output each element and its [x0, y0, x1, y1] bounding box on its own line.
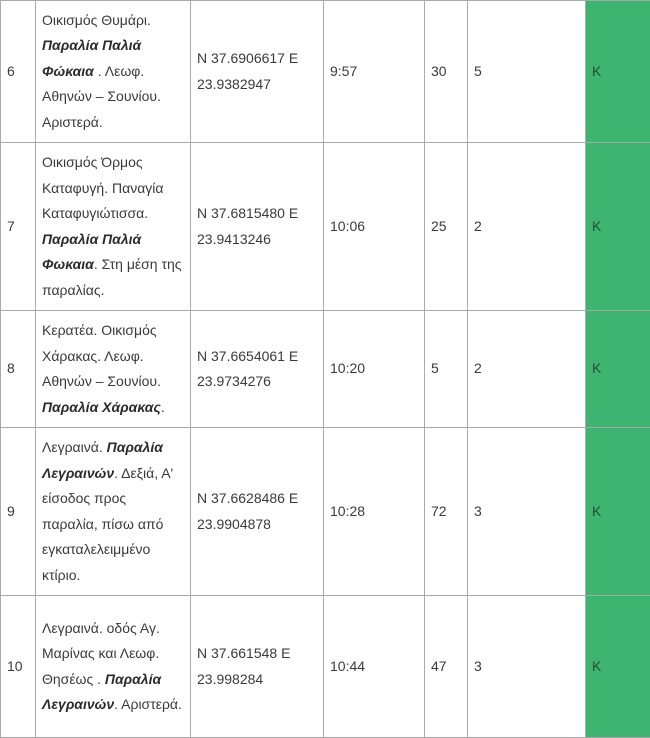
quality-code: K: [586, 596, 650, 738]
beach-name: Παραλία Λεγραινών: [42, 439, 163, 481]
quality-code: K: [586, 428, 650, 596]
row-number: 10: [1, 596, 36, 738]
beach-name: Παραλία Χάρακας: [42, 398, 161, 415]
value-a: 47: [425, 596, 468, 738]
table-body: [1, 1, 650, 738]
quality-code: K: [586, 311, 650, 428]
location-description: [36, 1, 191, 143]
sampling-time: 10:28: [324, 428, 425, 596]
table-row: [1, 143, 650, 311]
description-text: Οικισμός Όρμος Καταφυγή. Παναγία Καταφυγιώτισσα.: [42, 154, 164, 221]
row-number: 8: [1, 311, 36, 428]
description-text: Οικισμός Θυμάρι.: [42, 11, 151, 28]
quality-code: K: [586, 143, 650, 311]
value-b: 3: [468, 596, 586, 738]
table-row: [1, 311, 650, 428]
beach-name: Παραλία Παλιά Φωκαια: [42, 230, 142, 272]
value-a: 72: [425, 428, 468, 596]
value-b: 3: [468, 428, 586, 596]
beach-name: Παραλία Παλιά Φώκαια: [42, 37, 142, 79]
location-description: [36, 428, 191, 596]
description-text: Λεγραινά. οδός Αγ. Μαρίνας και Λεωφ. Θησέως .: [42, 619, 160, 687]
description-text: Λεγραινά.: [42, 439, 107, 455]
row-number: 7: [1, 143, 36, 311]
sampling-time: 10:44: [324, 596, 425, 738]
coordinates: N 37.6815480 E 23.9413246: [191, 143, 324, 311]
table-row: [1, 428, 650, 596]
coordinates: N 37.6654061 E 23.9734276: [191, 311, 324, 428]
value-b: 2: [468, 143, 586, 311]
beach-name: Παραλία Λεγραινών: [42, 670, 162, 712]
sampling-time: 9:57: [324, 1, 425, 143]
coordinates: N 37.6628486 E 23.9904878: [191, 428, 324, 596]
coordinates: N 37.661548 E 23.998284: [191, 596, 324, 738]
table-row: [1, 596, 650, 738]
quality-code: K: [586, 1, 650, 143]
row-number: 9: [1, 428, 36, 596]
value-b: 2: [468, 311, 586, 428]
value-b: 5: [468, 1, 586, 143]
location-description: [36, 311, 191, 428]
description-text: .: [160, 398, 165, 415]
description-text: . Λεωφ. Αθηνών – Σουνίου. Αριστερά.: [42, 62, 161, 130]
value-a: 25: [425, 143, 468, 311]
coordinates: N 37.6906617 E 23.9382947: [191, 1, 324, 143]
description-text: . Αριστερά.: [114, 696, 182, 712]
value-a: 5: [425, 311, 468, 428]
location-description: [36, 143, 191, 311]
description-text: Κερατέα. Οικισμός Χάρακας. Λεωφ. Αθηνών – Σουνίου.: [42, 322, 161, 389]
sampling-time: 10:06: [324, 143, 425, 311]
value-a: 30: [425, 1, 468, 143]
description-text: . Δεξιά, Α' είσοδος προς παραλία, πίσω από εγκαταλελειμμένο κτίριο.: [42, 464, 174, 583]
description-text: . Στη μέση της παραλίας.: [42, 256, 182, 298]
sampling-time: 10:20: [324, 311, 425, 428]
row-number: 6: [1, 1, 36, 143]
location-description: [36, 596, 191, 738]
table-row: [1, 1, 650, 143]
